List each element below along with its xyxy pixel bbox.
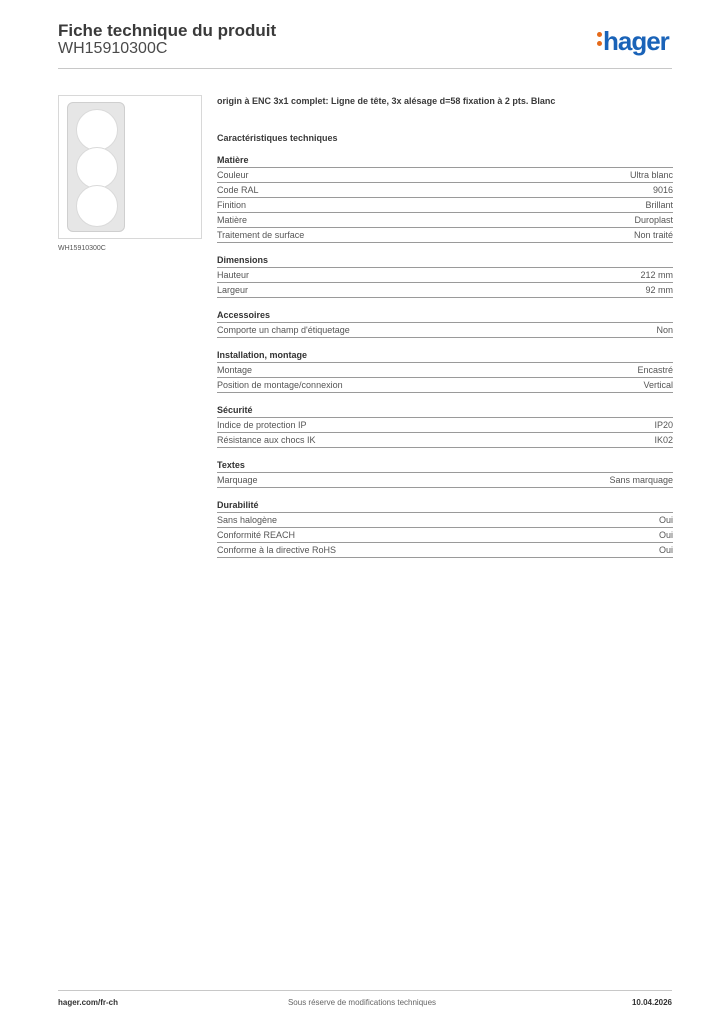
spec-section	[217, 155, 673, 243]
product-reference: WH15910300C	[58, 40, 168, 57]
spec-section	[217, 255, 673, 298]
spec-value: Brillant	[645, 200, 673, 210]
product-description: origin à ENC 3x1 complet: Ligne de tête, 3x alésage d=58 fixation à 2 pts. Blanc	[217, 96, 556, 106]
spec-value: 212 mm	[640, 270, 673, 280]
spec-content	[217, 96, 673, 558]
product-image	[58, 95, 202, 239]
spec-label: Largeur	[217, 285, 249, 295]
spec-value: 92 mm	[645, 285, 673, 295]
spec-section	[217, 500, 673, 558]
spec-label: Montage	[217, 365, 253, 375]
spec-row	[217, 432, 673, 448]
footer-date: 10.04.2026	[631, 998, 672, 1007]
spec-row	[217, 182, 673, 197]
spec-row	[217, 527, 673, 542]
spec-row	[217, 542, 673, 558]
spec-label: Hauteur	[217, 270, 250, 280]
spec-label: Marquage	[217, 475, 258, 485]
spec-value: IP20	[654, 420, 673, 430]
footer-website[interactable]: hager.com/fr-ch	[58, 998, 119, 1007]
spec-label: Résistance aux chocs IK	[217, 435, 316, 445]
spec-section	[217, 405, 673, 448]
specs-title: Caractéristiques techniques	[217, 133, 338, 143]
spec-section	[217, 460, 673, 488]
footer-divider	[58, 990, 672, 991]
spec-row	[217, 512, 673, 527]
spec-value: IK02	[654, 435, 673, 445]
section-heading: Matière	[217, 155, 249, 165]
spec-row	[217, 472, 673, 488]
spec-row	[217, 197, 673, 212]
spec-value: Oui	[658, 515, 673, 525]
hager-logo[interactable]	[597, 26, 669, 56]
spec-value: Vertical	[643, 380, 673, 390]
spec-label: Finition	[217, 200, 247, 210]
spec-value: Encastré	[637, 365, 673, 375]
section-heading: Accessoires	[217, 310, 271, 320]
spec-label: Traitement de surface	[217, 230, 305, 240]
spec-rows	[217, 167, 673, 243]
spec-value: 9016	[652, 185, 673, 195]
spec-row	[217, 377, 673, 393]
spec-row	[217, 417, 673, 432]
spec-rows	[217, 417, 673, 448]
spec-value: Non traité	[633, 230, 673, 240]
spec-value: Duroplast	[634, 215, 673, 225]
frame-plate-icon	[67, 102, 125, 232]
section-heading: Durabilité	[217, 500, 259, 510]
spec-label: Indice de protection IP	[217, 420, 307, 430]
section-heading: Sécurité	[217, 405, 253, 415]
spec-row	[217, 212, 673, 227]
logo-text: hager	[603, 26, 669, 56]
logo-dots-icon	[597, 26, 602, 46]
section-heading: Dimensions	[217, 255, 269, 265]
header-divider	[58, 68, 672, 69]
spec-value: Non	[656, 325, 673, 335]
image-caption: WH15910300C	[58, 245, 106, 252]
spec-label: Conformité REACH	[217, 530, 296, 540]
section-heading: Installation, montage	[217, 350, 308, 360]
spec-rows	[217, 362, 673, 393]
socket-opening-icon	[76, 185, 118, 227]
spec-rows	[217, 472, 673, 488]
spec-rows	[217, 267, 673, 298]
spec-label: Comporte un champ d'étiquetage	[217, 325, 350, 335]
spec-row	[217, 167, 673, 182]
spec-row	[217, 282, 673, 298]
spec-value: Oui	[658, 545, 673, 555]
spec-row	[217, 322, 673, 338]
spec-row	[217, 267, 673, 282]
socket-opening-icon	[76, 109, 118, 151]
spec-section	[217, 350, 673, 393]
header-title: Fiche technique du produit	[58, 21, 277, 40]
spec-label: Position de montage/connexion	[217, 380, 343, 390]
section-heading: Textes	[217, 460, 245, 470]
spec-sections	[217, 155, 673, 558]
footer-disclaimer: Sous réserve de modifications techniques	[287, 998, 437, 1007]
spec-label: Matière	[217, 215, 248, 225]
spec-value: Oui	[658, 530, 673, 540]
spec-label: Couleur	[217, 170, 249, 180]
spec-value: Ultra blanc	[629, 170, 673, 180]
spec-rows	[217, 512, 673, 558]
spec-label: Conforme à la directive RoHS	[217, 545, 337, 555]
spec-row	[217, 362, 673, 377]
spec-section	[217, 310, 673, 338]
socket-opening-icon	[76, 147, 118, 189]
spec-rows	[217, 322, 673, 338]
spec-label: Sans halogène	[217, 515, 278, 525]
spec-row	[217, 227, 673, 243]
spec-label: Code RAL	[217, 185, 259, 195]
spec-value: Sans marquage	[609, 475, 673, 485]
